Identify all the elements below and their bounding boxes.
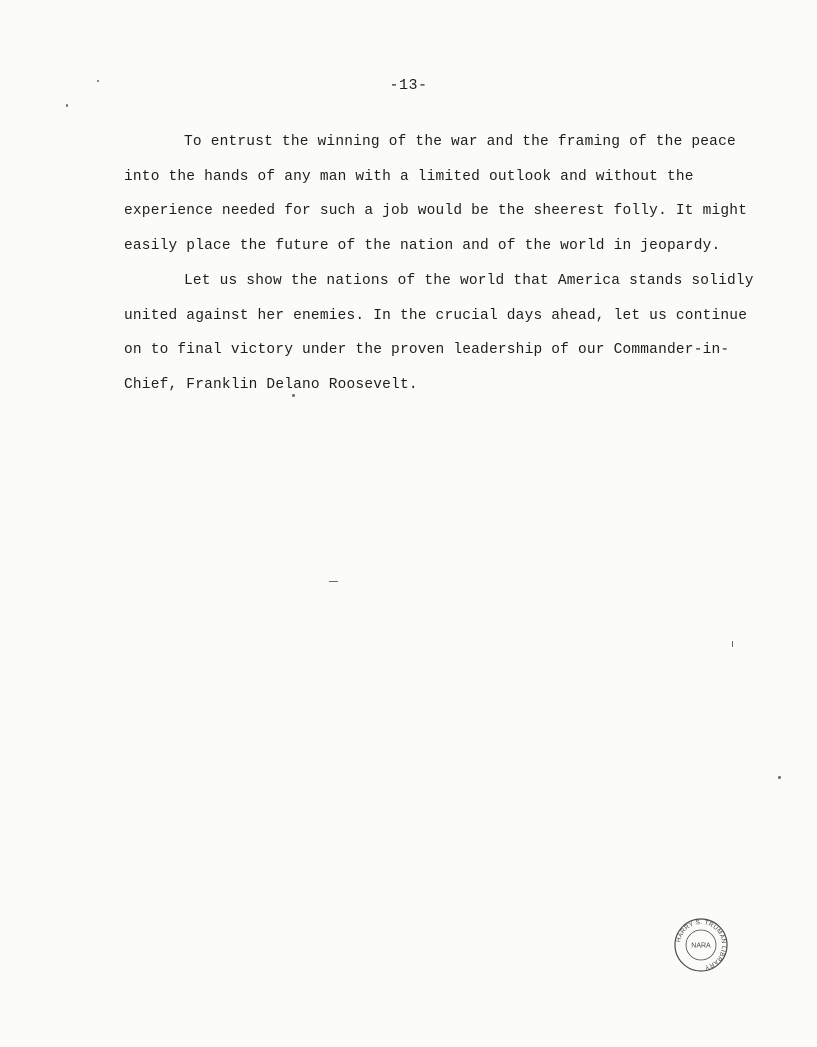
stamp-center-text: NARA <box>691 942 711 950</box>
stamp-outer-text: HARRY S. TRUMAN LIBRARY <box>675 918 728 971</box>
ink-speck <box>292 394 295 397</box>
page-number: -13- <box>389 77 428 94</box>
letter-body <box>124 125 764 402</box>
paragraph: Let us show the nations of the world that America stands solidly united against her enemies. In the crucial days ahead, let us continue on to final victory under the proven leadership of our Commander-in-Chief, Franklin Delano Roosevelt. <box>124 273 754 393</box>
ink-speck <box>732 641 733 647</box>
ink-speck <box>778 776 781 779</box>
truman-library-stamp <box>673 917 729 973</box>
paragraph: To entrust the winning of the war and the framing of the peace into the hands of any man with a limited outlook and without the experience needed for such a job would be the sheerest folly. It might easily place the future of the nation and of the world in jeopardy. <box>124 134 748 254</box>
ink-speck <box>97 80 99 82</box>
ink-speck <box>329 581 338 582</box>
ink-speck <box>66 104 68 107</box>
